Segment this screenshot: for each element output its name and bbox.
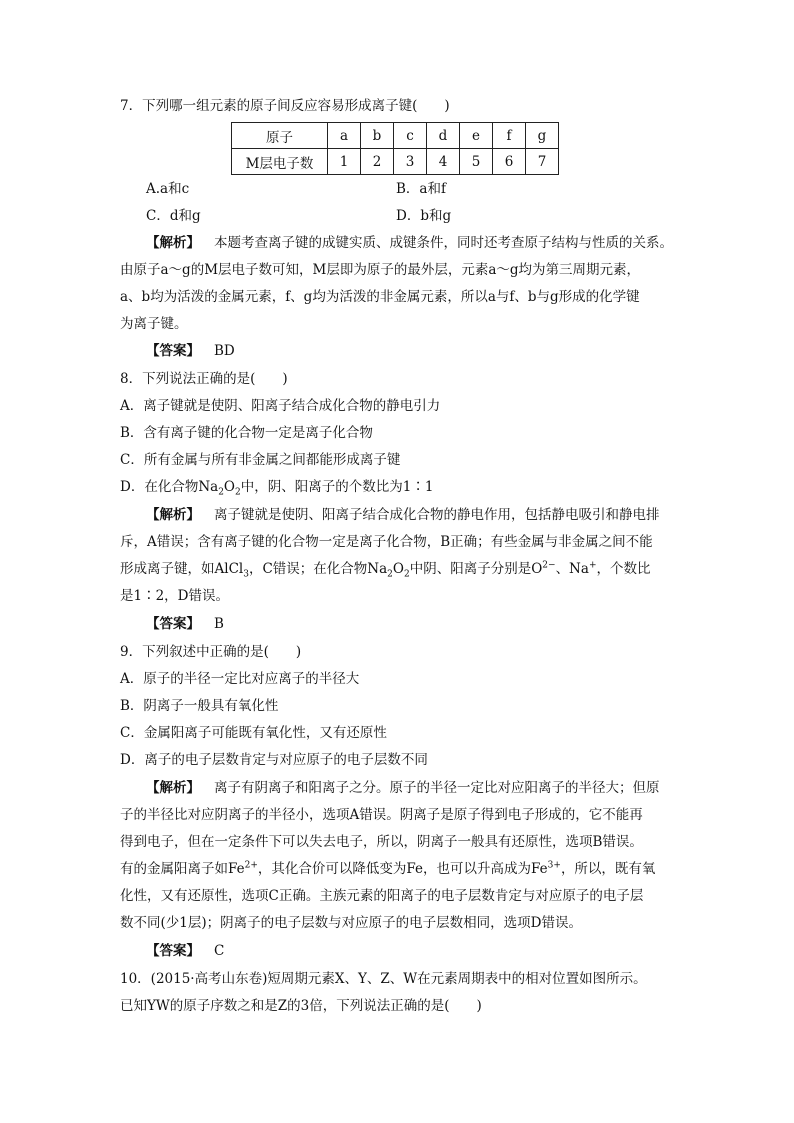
q9-analysis-line-2: 子的半径比对应阴离子的半径小，选项A错误。阴离子是原子得到电子形成的，它不能再: [120, 807, 643, 823]
analysis-text: 本题考查离子键的成键实质、成键条件，同时还考查原子结构与性质的关系。: [214, 235, 673, 251]
subscript: 3: [243, 569, 249, 580]
q9-analysis-line-5: 化性，又有还原性，选项C正确。主族元素的阳离子的电子层数肯定与对应原子的电子层: [120, 888, 644, 904]
q7-option-b: B．a和f: [396, 181, 446, 197]
q8-stem: 8．下列说法正确的是( ): [120, 371, 288, 387]
table-cell: 5: [460, 149, 493, 175]
table-cell: 1: [328, 149, 361, 175]
subscript: 2: [387, 569, 393, 580]
q7-answer: [146, 341, 235, 361]
table-cell: d: [427, 123, 460, 149]
answer-value: BD: [214, 343, 235, 359]
table-cell: 7: [526, 149, 559, 175]
table-header-cell: 原子: [232, 123, 328, 149]
answer-tag: 【答案】: [146, 343, 200, 359]
q8-analysis-line-1: [146, 505, 660, 525]
subscript: 2: [403, 569, 410, 580]
answer-tag: 【答案】: [146, 616, 200, 632]
analysis-text: 离子键就是使阴、阳离子结合成化合物的静电作用，包括静电吸引和静电排: [214, 507, 660, 523]
q9-analysis-line-6: 数不同(少1层)；阴离子的电子层数与对应原子的电子层数相同，选项D错误。: [120, 915, 582, 931]
table-header-cell: M层电子数: [232, 149, 328, 175]
subscript: 2: [218, 487, 224, 498]
q8-option-a: A．离子键就是使阴、阳离子结合成化合物的静电引力: [120, 398, 441, 414]
q9-option-c: C．金属阳离子可能既有氧化性，又有还原性: [120, 725, 387, 741]
superscript: +: [588, 560, 597, 571]
text-span: ，其化合价可以降低变为Fe，也可以升高成为Fe: [257, 861, 548, 877]
q7-stem: 7．下列哪一组元素的原子间反应容易形成离子键( ): [120, 98, 450, 114]
q10-stem-line-2: 已知YW的原子序数之和是Z的3倍，下列说法正确的是( ): [120, 998, 482, 1014]
q8-analysis-line-4: 是1∶2，D错误。: [120, 588, 230, 604]
text-span: 中，阴、阳离子的个数比为1∶1: [240, 479, 434, 495]
q7-electron-table: [231, 122, 559, 175]
q7-option-a: A.a和c: [146, 181, 190, 197]
analysis-text: 离子有阴离子和阳离子之分。原子的半径一定比对应阳离子的半径大；但原: [214, 780, 660, 796]
q9-option-d: D．离子的电子层数肯定与对应原子的电子层数不同: [120, 752, 428, 768]
q7-analysis-line-4: 为离子键。: [120, 316, 188, 332]
table-row: [232, 123, 559, 149]
q8-analysis-line-2: 斥，A错误；含有离子键的化合物一定是离子化合物，B正确；有些金属与非金属之间不能: [120, 534, 653, 550]
table-cell: 3: [394, 149, 427, 175]
table-cell: e: [460, 123, 493, 149]
answer-value: C: [214, 943, 225, 959]
text-span: O: [392, 561, 404, 577]
q9-answer: [146, 941, 224, 961]
table-cell: c: [394, 123, 427, 149]
table-cell: f: [493, 123, 526, 149]
answer-tag: 【答案】: [146, 943, 200, 959]
table-row: [232, 149, 559, 175]
q9-option-a: A．原子的半径一定比对应离子的半径大: [120, 671, 360, 687]
q9-analysis-line-3: 得到电子，但在一定条件下可以失去电子，所以，阴离子一般具有还原性，选项B错误。: [120, 834, 643, 850]
text-span: O: [223, 479, 235, 495]
answer-value: B: [214, 616, 224, 632]
table-cell: 6: [493, 149, 526, 175]
q7-option-c: C．d和g: [146, 208, 201, 224]
q8-answer: [146, 614, 224, 634]
q8-option-c: C．所有金属与所有非金属之间都能形成离子键: [120, 452, 401, 468]
table-cell: 4: [427, 149, 460, 175]
analysis-tag: 【解析】: [146, 507, 200, 523]
text-span: 、Na: [555, 561, 589, 577]
text-span: ，所以，既有氧: [560, 861, 656, 877]
text-span: D．在化合物Na: [120, 479, 219, 495]
table-cell: b: [361, 123, 394, 149]
subscript: 2: [235, 487, 241, 498]
text-span: ，C错误；在化合物Na: [248, 561, 388, 577]
q9-analysis-line-1: [146, 778, 660, 798]
q8-analysis-line-3: [120, 559, 650, 579]
analysis-tag: 【解析】: [146, 235, 200, 251]
q9-analysis-line-4: [120, 859, 655, 879]
q8-option-b: B．含有离子键的化合物一定是离子化合物: [120, 425, 373, 441]
q7-option-d: D．b和g: [396, 208, 452, 224]
superscript: 2+: [244, 860, 258, 871]
q8-option-d: [120, 477, 433, 497]
table-cell: a: [328, 123, 361, 149]
q7-analysis-line-2: 由原子a～g的M层电子数可知，M层即为原子的最外层，元素a～g均为第三周期元素，: [120, 262, 641, 278]
text-span: ，个数比: [596, 561, 651, 577]
q7-analysis-line-1: [146, 233, 673, 253]
q7-analysis-line-3: a、b均为活泼的金属元素，f、g均为活泼的非金属元素，所以a与f、b与g形成的化学键: [120, 289, 640, 305]
superscript: 3+: [547, 860, 561, 871]
table-cell: 2: [361, 149, 394, 175]
superscript: 2−: [542, 560, 556, 571]
table-cell: g: [526, 123, 559, 149]
q9-stem: 9．下列叙述中正确的是( ): [120, 644, 302, 660]
text-span: 有的金属阳离子如Fe: [120, 861, 245, 877]
q10-stem-line-1: 10．(2015·高考山东卷)短周期元素X、Y、Z、W在元素周期表中的相对位置如图所示。: [120, 971, 647, 987]
text-span: 中阴、阳离子分别是O: [409, 561, 543, 577]
text-span: 形成离子键，如AlCl: [120, 561, 244, 577]
analysis-tag: 【解析】: [146, 780, 200, 796]
q9-option-b: B．阴离子一般具有氧化性: [120, 698, 279, 714]
